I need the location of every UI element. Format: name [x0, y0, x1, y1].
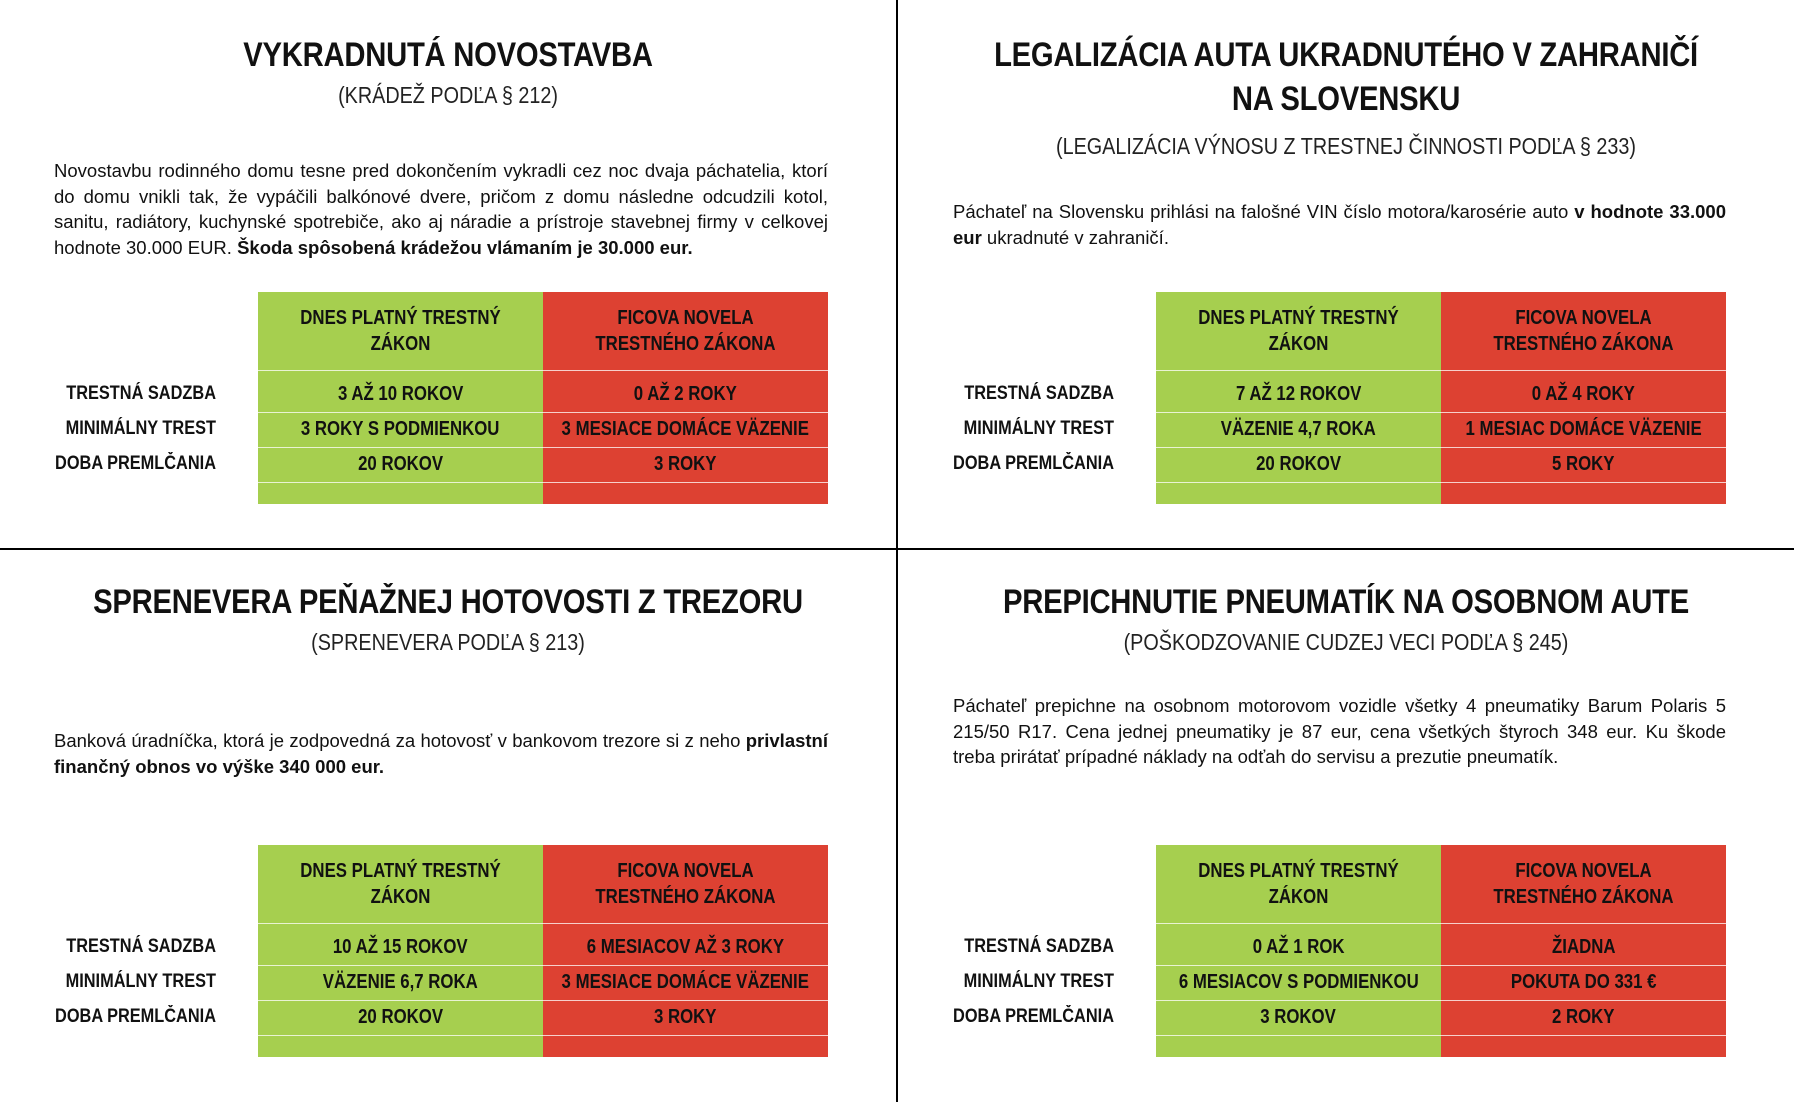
- panel-description: [953, 199, 1726, 250]
- cell-amendment-sentence: 0 AŽ 2 ROKY: [633, 382, 738, 405]
- description-tail: ukradnuté v zahraničí.: [981, 226, 1169, 248]
- description-text: Banková úradníčka, ktorá je zodpovedná za hotovosť v bankovom trezore si z neho: [54, 730, 746, 751]
- column-amendment: [543, 845, 828, 1057]
- cell-current-minimum: VÄZENIE 4,7 ROKA: [1221, 417, 1376, 440]
- cell-amendment-minimum: 3 MESIACE DOMÁCE VÄZENIE: [561, 417, 810, 440]
- row-label-sentence: TRESTNÁ SADZBA: [66, 936, 216, 957]
- cell-current-minimum: 3 ROKY S PODMIENKOU: [301, 417, 500, 440]
- column-header-current: DNES PLATNÝ TRESTNÝ ZÁKON: [300, 860, 501, 908]
- row-label-minimum: MINIMÁLNY TREST: [65, 971, 216, 992]
- cell-amendment-limitation: 3 ROKY: [654, 1005, 717, 1028]
- cell-amendment-sentence: ŽIADNA: [1551, 935, 1616, 958]
- column-header-amendment: FICOVA NOVELA TRESTNÉHO ZÁKONA: [595, 307, 776, 355]
- panel-description: [54, 158, 828, 260]
- cell-amendment-limitation: 2 ROKY: [1552, 1005, 1615, 1028]
- panel-title-line1: LEGALIZÁCIA AUTA UKRADNUTÉHO V ZAHRANIČÍ: [994, 36, 1698, 74]
- panel-subtitle: (KRÁDEŽ PODĽA § 212): [338, 82, 558, 108]
- column-header-amendment: FICOVA NOVELA TRESTNÉHO ZÁKONA: [595, 860, 776, 908]
- cell-current-sentence: 0 AŽ 1 ROK: [1252, 935, 1345, 958]
- description-text: Novostavbu rodinného domu tesne pred dokončením vykradli cez noc dvaja páchatelia, ktorí do domu vnikli tak, že vypáčili balkónové dvere, pričom z domu následne odcudzili kotol, sanitu, radiátory, kuchynské spotrebiče, ako aj náradie a prístroje stavebnej firmy v celkovej hodnote 30.000 EUR.: [54, 160, 828, 258]
- row-label-minimum: MINIMÁLNY TREST: [65, 418, 216, 439]
- cell-current-sentence: 3 AŽ 10 ROKOV: [337, 382, 464, 405]
- cell-current-limitation: 20 ROKOV: [1256, 452, 1341, 475]
- row-label-sentence: TRESTNÁ SADZBA: [964, 936, 1114, 957]
- comparison-table: [898, 845, 1726, 1057]
- row-label-minimum: MINIMÁLNY TREST: [963, 418, 1114, 439]
- row-label-limitation: DOBA PREMLČANIA: [55, 453, 216, 474]
- panel-car-laundering: [898, 0, 1794, 548]
- panel-tire-damage: [898, 550, 1794, 1098]
- comparison-table: [898, 292, 1726, 504]
- description-bold: v hodnote 33.000 eur: [953, 201, 1726, 248]
- cell-current-limitation: 3 ROKOV: [1260, 1005, 1337, 1028]
- panel-subtitle: (LEGALIZÁCIA VÝNOSU Z TRESTNEJ ČINNOSTI PODĽA § 233): [1055, 133, 1637, 159]
- comparison-table: [0, 292, 828, 504]
- panel-subtitle: (POŠKODZOVANIE CUDZEJ VECI PODĽA § 245): [1123, 629, 1569, 655]
- column-header-current: DNES PLATNÝ TRESTNÝ ZÁKON: [300, 307, 501, 355]
- row-label-sentence: TRESTNÁ SADZBA: [964, 383, 1114, 404]
- description-bold: Škoda spôsobená krádežou vlámaním je 30.000 eur.: [237, 236, 693, 258]
- cell-amendment-limitation: 5 ROKY: [1552, 452, 1615, 475]
- cell-current-sentence: 7 AŽ 12 ROKOV: [1235, 382, 1362, 405]
- cell-amendment-minimum: 1 MESIAC DOMÁCE VÄZENIE: [1465, 417, 1702, 440]
- cell-current-minimum: VÄZENIE 6,7 ROKA: [323, 970, 478, 993]
- column-current-law: [258, 845, 543, 1057]
- panel-title: PREPICHNUTIE PNEUMATÍK NA OSOBNOM AUTE: [1002, 583, 1690, 621]
- panel-title: SPRENEVERA PEŇAŽNEJ HOTOVOSTI Z TREZORU: [93, 583, 803, 621]
- column-header-current: DNES PLATNÝ TRESTNÝ ZÁKON: [1198, 307, 1399, 355]
- column-current-law: [1156, 292, 1441, 504]
- description-text: Páchateľ na Slovensku prihlási na falošné VIN číslo motora/karosérie auto: [953, 201, 1575, 222]
- cell-current-limitation: 20 ROKOV: [358, 452, 443, 475]
- column-amendment: [543, 292, 828, 504]
- row-label-limitation: DOBA PREMLČANIA: [953, 453, 1114, 474]
- comparison-table: [0, 845, 828, 1057]
- row-label-limitation: DOBA PREMLČANIA: [953, 1006, 1114, 1027]
- cell-current-sentence: 10 AŽ 15 ROKOV: [333, 935, 468, 958]
- cell-amendment-minimum: 3 MESIACE DOMÁCE VÄZENIE: [561, 970, 810, 993]
- cell-amendment-sentence: 0 AŽ 4 ROKY: [1531, 382, 1636, 405]
- cell-amendment-sentence: 6 MESIACOV AŽ 3 ROKY: [586, 935, 785, 958]
- column-header-current: DNES PLATNÝ TRESTNÝ ZÁKON: [1198, 860, 1399, 908]
- panel-burglary: [0, 0, 896, 548]
- panel-title-line2: NA SLOVENSKU: [1231, 80, 1461, 118]
- column-current-law: [1156, 845, 1441, 1057]
- cell-amendment-minimum: POKUTA DO 331 €: [1510, 970, 1657, 993]
- column-amendment: [1441, 845, 1726, 1057]
- row-label-limitation: DOBA PREMLČANIA: [55, 1006, 216, 1027]
- row-label-sentence: TRESTNÁ SADZBA: [66, 383, 216, 404]
- cell-current-minimum: 6 MESIACOV S PODMIENKOU: [1178, 970, 1419, 993]
- panel-description: Páchateľ prepichne na osobnom motorovom vozidle všetky 4 pneumatiky Barum Polaris 5 215/50 R17. Cena jednej pneumatiky je 87 eur, cena všetkých štyroch 348 eur. Ku škode treba prirátať prípadné náklady na odťah do servisu a prezutie pneumatík.: [953, 695, 1726, 767]
- cell-amendment-limitation: 3 ROKY: [654, 452, 717, 475]
- column-current-law: [258, 292, 543, 504]
- column-header-amendment: FICOVA NOVELA TRESTNÉHO ZÁKONA: [1493, 860, 1674, 908]
- panel-description: [54, 728, 828, 779]
- cell-current-limitation: 20 ROKOV: [358, 1005, 443, 1028]
- row-label-minimum: MINIMÁLNY TREST: [963, 971, 1114, 992]
- panel-title: VYKRADNUTÁ NOVOSTAVBA: [243, 36, 653, 74]
- panel-embezzlement: [0, 550, 896, 1098]
- description-bold: privlastní finančný obnos vo výške 340 000 eur.: [54, 730, 828, 777]
- column-amendment: [1441, 292, 1726, 504]
- panel-subtitle: (SPRENEVERA PODĽA § 213): [311, 629, 585, 655]
- column-header-amendment: FICOVA NOVELA TRESTNÉHO ZÁKONA: [1493, 307, 1674, 355]
